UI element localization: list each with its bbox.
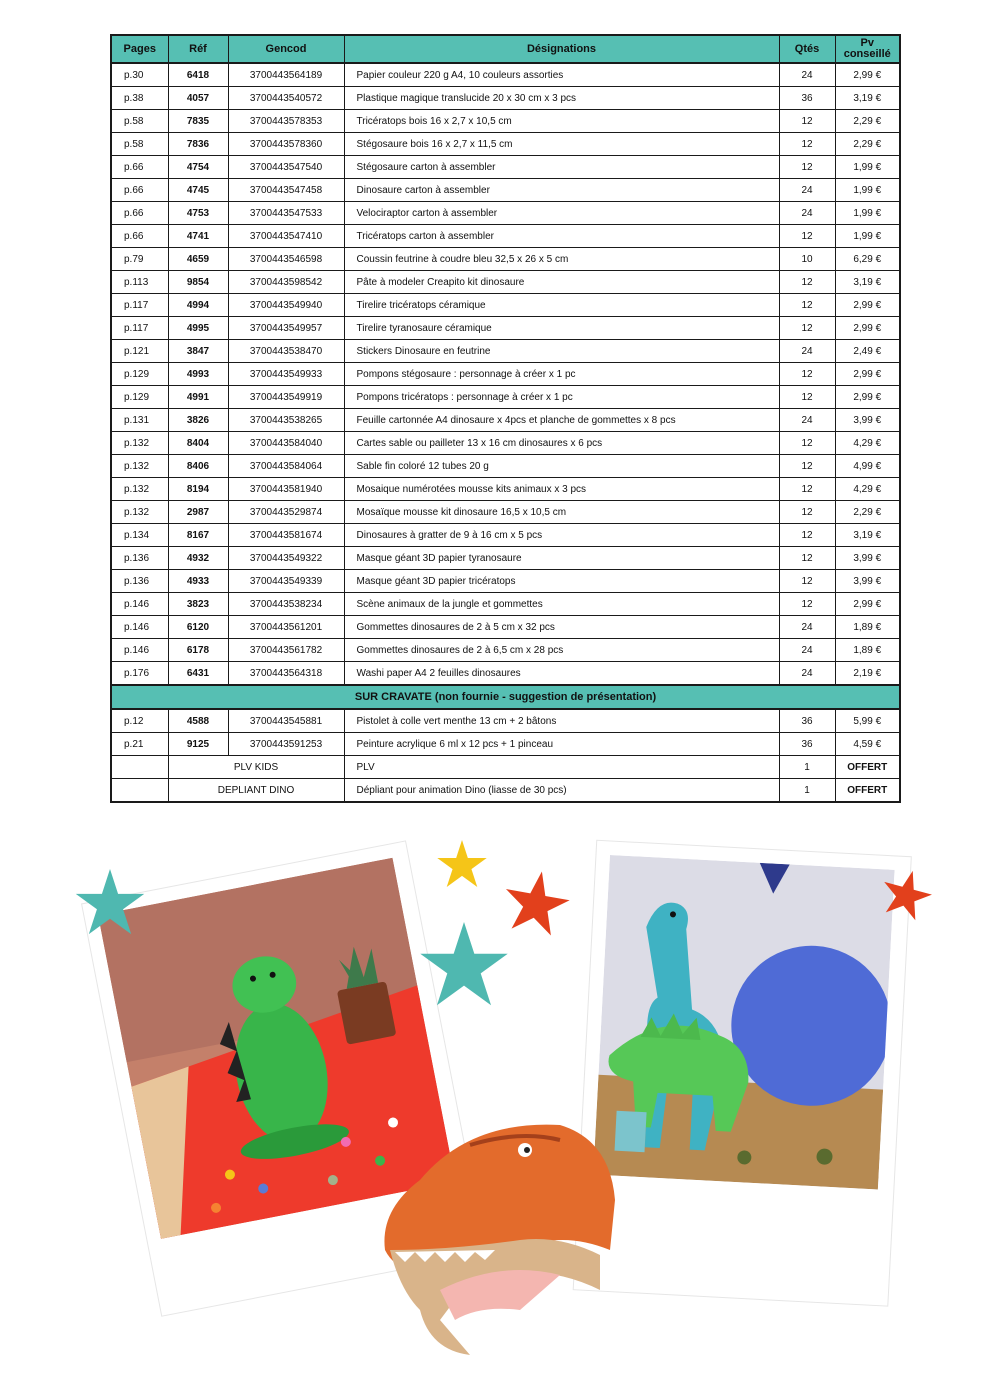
cell-ref: 4754	[168, 156, 228, 179]
table-row	[111, 733, 900, 756]
cell-designation: Masque géant 3D papier tyranosaure	[344, 547, 779, 570]
cell-pv: OFFERT	[835, 756, 900, 779]
table-row	[111, 156, 900, 179]
cell-pv: 4,29 €	[835, 478, 900, 501]
cell-ref: 4933	[168, 570, 228, 593]
cell-page: p.129	[111, 386, 168, 409]
table-row	[111, 547, 900, 570]
cell-designation: PLV	[344, 756, 779, 779]
cell-pv: 2,29 €	[835, 501, 900, 524]
table-row-extra	[111, 756, 900, 779]
cell-ref: 3847	[168, 340, 228, 363]
cell-page: p.66	[111, 156, 168, 179]
cell-ref: 6418	[168, 63, 228, 87]
header-ref: Réf	[168, 35, 228, 63]
table-row	[111, 133, 900, 156]
photo-collage	[0, 820, 1000, 1388]
cell-gencod: 3700443546598	[228, 248, 344, 271]
cell-page: p.30	[111, 63, 168, 87]
cell-gencod: 3700443591253	[228, 733, 344, 756]
cell-ref: 7835	[168, 110, 228, 133]
cell-designation: Pompons stégosaure : personnage à créer x 1 pc	[344, 363, 779, 386]
table-row	[111, 317, 900, 340]
cell-pv: 4,99 €	[835, 455, 900, 478]
table-header-row	[111, 35, 900, 63]
cell-gencod: 3700443578353	[228, 110, 344, 133]
cell-pv: OFFERT	[835, 779, 900, 803]
table-row	[111, 110, 900, 133]
cell-qty: 10	[779, 248, 835, 271]
table-row	[111, 478, 900, 501]
cell-designation: Cartes sable ou pailleter 13 x 16 cm dinosaures x 6 pcs	[344, 432, 779, 455]
cell-pv: 1,99 €	[835, 202, 900, 225]
cell-qty: 36	[779, 733, 835, 756]
cell-qty: 24	[779, 409, 835, 432]
cell-pv: 5,99 €	[835, 709, 900, 733]
cell-page: p.131	[111, 409, 168, 432]
header-pv-line2: conseillé	[843, 48, 891, 60]
cell-ref: 4741	[168, 225, 228, 248]
header-pages: Pages	[111, 35, 168, 63]
cell-qty: 36	[779, 709, 835, 733]
cell-pv: 2,19 €	[835, 662, 900, 686]
cell-designation: Coussin feutrine à coudre bleu 32,5 x 26 x 5 cm	[344, 248, 779, 271]
cell-ref: 8406	[168, 455, 228, 478]
cell-designation: Tricératops bois 16 x 2,7 x 10,5 cm	[344, 110, 779, 133]
cell-ref: 6120	[168, 616, 228, 639]
cell-qty: 12	[779, 363, 835, 386]
cell-gencod: 3700443538234	[228, 593, 344, 616]
cell-page: p.136	[111, 570, 168, 593]
cell-page: p.113	[111, 271, 168, 294]
cell-designation: Mosaïque mousse kit dinosaure 16,5 x 10,5 cm	[344, 501, 779, 524]
cell-qty: 24	[779, 340, 835, 363]
cell-designation: Papier couleur 220 g A4, 10 couleurs assorties	[344, 63, 779, 87]
cell-gencod: 3700443547533	[228, 202, 344, 225]
cell-designation: Pistolet à colle vert menthe 13 cm + 2 bâtons	[344, 709, 779, 733]
cell-ref: 4745	[168, 179, 228, 202]
cell-pv: 2,49 €	[835, 340, 900, 363]
cell-page: p.66	[111, 225, 168, 248]
table-row	[111, 662, 900, 686]
cell-pv: 1,99 €	[835, 156, 900, 179]
cell-gencod: 3700443561201	[228, 616, 344, 639]
cell-gencod: 3700443564189	[228, 63, 344, 87]
cell-qty: 12	[779, 432, 835, 455]
table-row	[111, 616, 900, 639]
cell-pv: 2,99 €	[835, 363, 900, 386]
cell-ref: 8194	[168, 478, 228, 501]
cell-page-empty	[111, 779, 168, 803]
cell-gencod: 3700443561782	[228, 639, 344, 662]
cell-qty: 12	[779, 317, 835, 340]
table-row	[111, 432, 900, 455]
cell-gencod: 3700443598542	[228, 271, 344, 294]
cell-gencod: 3700443581940	[228, 478, 344, 501]
cell-ref: 3826	[168, 409, 228, 432]
cell-page: p.117	[111, 294, 168, 317]
table-row	[111, 248, 900, 271]
cell-gencod: 3700443584064	[228, 455, 344, 478]
cell-gencod: 3700443564318	[228, 662, 344, 686]
cell-pv: 1,99 €	[835, 225, 900, 248]
cell-page: p.146	[111, 616, 168, 639]
cell-page: p.58	[111, 133, 168, 156]
letter-r	[615, 1111, 647, 1153]
cell-pv: 2,99 €	[835, 593, 900, 616]
cell-page: p.66	[111, 179, 168, 202]
table-row	[111, 524, 900, 547]
cell-page: p.38	[111, 87, 168, 110]
cell-designation: Pompons tricératops : personnage à créer x 1 pc	[344, 386, 779, 409]
cell-designation: Dépliant pour animation Dino (liasse de 30 pcs)	[344, 779, 779, 803]
cell-pv: 1,89 €	[835, 616, 900, 639]
cell-gencod: 3700443549322	[228, 547, 344, 570]
cell-designation: Dinosaure carton à assembler	[344, 179, 779, 202]
cell-page: p.117	[111, 317, 168, 340]
table-row	[111, 409, 900, 432]
cell-qty: 12	[779, 386, 835, 409]
cell-qty: 36	[779, 87, 835, 110]
table-row	[111, 455, 900, 478]
cell-qty: 12	[779, 225, 835, 248]
cell-ref: 4588	[168, 709, 228, 733]
cell-page: p.21	[111, 733, 168, 756]
cell-pv: 3,19 €	[835, 524, 900, 547]
cell-qty: 12	[779, 294, 835, 317]
cell-pv: 3,19 €	[835, 271, 900, 294]
cell-qty: 12	[779, 156, 835, 179]
cell-gencod: 3700443538265	[228, 409, 344, 432]
cell-pv: 2,99 €	[835, 386, 900, 409]
table-row	[111, 570, 900, 593]
cell-qty: 12	[779, 271, 835, 294]
cell-pv: 4,29 €	[835, 432, 900, 455]
cell-qty: 12	[779, 570, 835, 593]
cell-gencod: 3700443549933	[228, 363, 344, 386]
header-qtes: Qtés	[779, 35, 835, 63]
photo-frame-right	[573, 840, 911, 1306]
cell-qty: 12	[779, 593, 835, 616]
cell-designation: Sable fin coloré 12 tubes 20 g	[344, 455, 779, 478]
star-icon	[499, 866, 573, 938]
price-table	[110, 34, 901, 803]
cell-gencod: 3700443538470	[228, 340, 344, 363]
cell-designation: Pâte à modeler Creapito kit dinosaure	[344, 271, 779, 294]
cell-page: p.58	[111, 110, 168, 133]
table-row	[111, 179, 900, 202]
table-body	[111, 63, 900, 802]
cell-gencod: 3700443545881	[228, 709, 344, 733]
cell-pv: 2,29 €	[835, 110, 900, 133]
cell-designation: Scène animaux de la jungle et gommettes	[344, 593, 779, 616]
cell-gencod: 3700443549940	[228, 294, 344, 317]
cell-page: p.146	[111, 639, 168, 662]
cell-extra-label: DEPLIANT DINO	[168, 779, 344, 803]
cell-designation: Washi paper A4 2 feuilles dinosaures	[344, 662, 779, 686]
cell-page: p.66	[111, 202, 168, 225]
cell-pv: 2,99 €	[835, 294, 900, 317]
cell-extra-label: PLV KIDS	[168, 756, 344, 779]
table-row	[111, 87, 900, 110]
section-title: SUR CRAVATE (non fournie - suggestion de présentation)	[111, 685, 900, 709]
cell-gencod: 3700443549919	[228, 386, 344, 409]
cell-ref: 4994	[168, 294, 228, 317]
cell-pv: 4,59 €	[835, 733, 900, 756]
cell-ref: 4057	[168, 87, 228, 110]
cell-qty: 24	[779, 63, 835, 87]
cell-ref: 6178	[168, 639, 228, 662]
cell-gencod: 3700443540572	[228, 87, 344, 110]
cell-page-empty	[111, 756, 168, 779]
cell-qty: 1	[779, 779, 835, 803]
cell-page: p.132	[111, 501, 168, 524]
cell-designation: Stickers Dinosaure en feutrine	[344, 340, 779, 363]
cell-ref: 4991	[168, 386, 228, 409]
cell-pv: 2,29 €	[835, 133, 900, 156]
cell-designation: Feuille cartonnée A4 dinosaure x 4pcs et planche de gommettes x 8 pcs	[344, 409, 779, 432]
cell-pv: 1,99 €	[835, 179, 900, 202]
cell-page: p.176	[111, 662, 168, 686]
cell-designation: Peinture acrylique 6 ml x 12 pcs + 1 pinceau	[344, 733, 779, 756]
cell-designation: Tirelire tricératops céramique	[344, 294, 779, 317]
cell-page: p.132	[111, 455, 168, 478]
cell-ref: 9125	[168, 733, 228, 756]
cell-qty: 12	[779, 478, 835, 501]
table-row	[111, 202, 900, 225]
cell-ref: 4995	[168, 317, 228, 340]
cell-pv: 3,19 €	[835, 87, 900, 110]
table-row	[111, 225, 900, 248]
cell-designation: Dinosaures à gratter de 9 à 16 cm x 5 pcs	[344, 524, 779, 547]
cell-pv: 2,99 €	[835, 317, 900, 340]
cell-page: p.146	[111, 593, 168, 616]
table-row	[111, 340, 900, 363]
cell-ref: 3823	[168, 593, 228, 616]
cell-gencod: 3700443581674	[228, 524, 344, 547]
header-designations: Désignations	[344, 35, 779, 63]
cell-gencod: 3700443549957	[228, 317, 344, 340]
cell-ref: 4659	[168, 248, 228, 271]
cell-page: p.129	[111, 363, 168, 386]
cell-qty: 24	[779, 616, 835, 639]
table-row	[111, 294, 900, 317]
cell-qty: 12	[779, 547, 835, 570]
cell-qty: 12	[779, 501, 835, 524]
table-row	[111, 501, 900, 524]
cell-designation: Tricératops carton à assembler	[344, 225, 779, 248]
cell-page: p.136	[111, 547, 168, 570]
cell-ref: 8167	[168, 524, 228, 547]
cell-ref: 4932	[168, 547, 228, 570]
cell-qty: 24	[779, 202, 835, 225]
cell-qty: 12	[779, 455, 835, 478]
cell-qty: 24	[779, 662, 835, 686]
cell-qty: 24	[779, 179, 835, 202]
cell-pv: 2,99 €	[835, 63, 900, 87]
cell-pv: 3,99 €	[835, 409, 900, 432]
cell-designation: Masque géant 3D papier tricératops	[344, 570, 779, 593]
cell-page: p.132	[111, 478, 168, 501]
table-row	[111, 709, 900, 733]
cell-ref: 4993	[168, 363, 228, 386]
cell-designation: Mosaique numérotées mousse kits animaux x 3 pcs	[344, 478, 779, 501]
cell-designation: Stégosaure bois 16 x 2,7 x 11,5 cm	[344, 133, 779, 156]
cell-ref: 2987	[168, 501, 228, 524]
cell-ref: 4753	[168, 202, 228, 225]
cell-designation: Tirelire tyranosaure céramique	[344, 317, 779, 340]
cell-page: p.134	[111, 524, 168, 547]
table-row	[111, 363, 900, 386]
cell-designation: Stégosaure carton à assembler	[344, 156, 779, 179]
cell-gencod: 3700443529874	[228, 501, 344, 524]
header-pv-line1: Pv	[860, 37, 874, 49]
cell-designation: Gommettes dinosaures de 2 à 6,5 cm x 28 pcs	[344, 639, 779, 662]
cell-gencod: 3700443547458	[228, 179, 344, 202]
cell-pv: 1,89 €	[835, 639, 900, 662]
cell-qty: 12	[779, 110, 835, 133]
cell-gencod: 3700443547410	[228, 225, 344, 248]
table-row	[111, 271, 900, 294]
cell-qty: 1	[779, 756, 835, 779]
cell-gencod: 3700443584040	[228, 432, 344, 455]
cell-ref: 9854	[168, 271, 228, 294]
cell-gencod: 3700443549339	[228, 570, 344, 593]
cell-ref: 8404	[168, 432, 228, 455]
cell-page: p.12	[111, 709, 168, 733]
table-row-extra	[111, 779, 900, 803]
cell-gencod: 3700443578360	[228, 133, 344, 156]
cell-pv: 6,29 €	[835, 248, 900, 271]
cell-qty: 24	[779, 639, 835, 662]
header-gencod: Gencod	[228, 35, 344, 63]
cell-designation: Velociraptor carton à assembler	[344, 202, 779, 225]
star-icon	[437, 840, 486, 887]
cell-pv: 3,99 €	[835, 570, 900, 593]
cell-page: p.79	[111, 248, 168, 271]
cell-pv: 3,99 €	[835, 547, 900, 570]
cell-gencod: 3700443547540	[228, 156, 344, 179]
table-row	[111, 593, 900, 616]
cell-ref: 6431	[168, 662, 228, 686]
cell-qty: 12	[779, 524, 835, 547]
cell-designation: Gommettes dinosaures de 2 à 5 cm x 32 pcs	[344, 616, 779, 639]
table-row	[111, 63, 900, 87]
cell-designation: Plastique magique translucide 20 x 30 cm x 3 pcs	[344, 87, 779, 110]
cell-page: p.121	[111, 340, 168, 363]
cell-qty: 12	[779, 133, 835, 156]
header-pv	[835, 35, 900, 63]
cell-page: p.132	[111, 432, 168, 455]
table-row	[111, 639, 900, 662]
table-row	[111, 386, 900, 409]
cell-ref: 7836	[168, 133, 228, 156]
section-header-row	[111, 685, 900, 709]
